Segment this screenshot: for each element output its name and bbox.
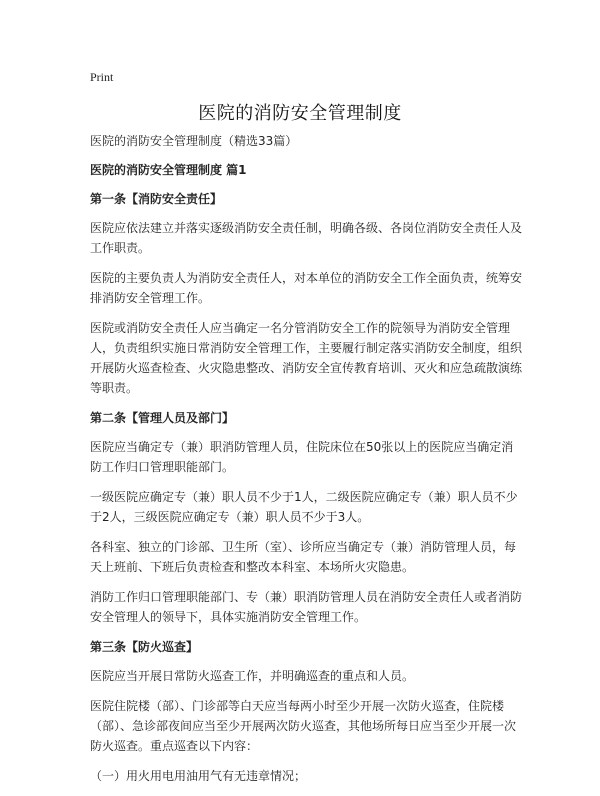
document-body <box>90 131 522 796</box>
paragraph: （一）用火用电用油用气有无违章情况； <box>90 769 307 783</box>
paragraph: 医院的主要负责人为消防安全责任人，对本单位的消防安全工作全面负责，统筹安排消防安全管理工作。 <box>90 271 523 305</box>
article-3-heading: 第三条【防火巡查】 <box>90 640 199 654</box>
paragraph: 医院或消防安全责任人应当确定一名分管消防安全工作的院领导为消防安全管理人，负责组织实施日常消防安全管理工作，主要履行制定落实消防安全制度，组织开展防火巡查检查、火灾隐患整改、消防安全宣传教育培训、灭火和应急疏散演练等职责。 <box>90 321 523 395</box>
paragraph: 医院应当开展日常防火巡查工作，并明确巡查的重点和人员。 <box>90 669 415 683</box>
print-link[interactable]: Print <box>90 70 114 84</box>
section-heading: 医院的消防安全管理制度 篇1 <box>90 163 247 177</box>
document-subtitle: 医院的消防安全管理制度（精选33篇） <box>90 134 298 148</box>
paragraph: 各科室、独立的门诊部、卫生所（室）、诊所应当确定专（兼）消防管理人员，每天上班前、下班后负责检查和整改本科室、本场所火灾隐患。 <box>90 540 517 574</box>
page-title: 医院的消防安全管理制度 <box>198 103 402 124</box>
article-1-heading: 第一条【消防安全责任】 <box>90 192 223 206</box>
paragraph: 一级医院应确定专（兼）职人员不少于1人，二级医院应确定专（兼）职人员不少于2人，三级医院应确定专（兼）职人员不少于3人。 <box>90 490 518 524</box>
article-2-heading: 第二条【管理人员及部门】 <box>90 411 235 425</box>
paragraph: 消防工作归口管理职能部门、专（兼）职消防管理人员在消防安全责任人或者消防安全管理人的领导下，具体实施消防安全管理工作。 <box>90 590 523 624</box>
paragraph: 医院住院楼（部）、门诊部等白天应当每两小时至少开展一次防火巡查，住院楼（部）、急诊部夜间应当至少开展两次防火巡查，其他场所每日应当至少开展一次防火巡查。重点巡查以下内容： <box>90 699 517 753</box>
paragraph: 医院应当确定专（兼）职消防管理人员，住院床位在50张以上的医院应当确定消防工作归口管理职能部门。 <box>90 440 514 474</box>
paragraph: 医院应依法建立并落实逐级消防安全责任制，明确各级、各岗位消防安全责任人及工作职责。 <box>90 221 523 255</box>
